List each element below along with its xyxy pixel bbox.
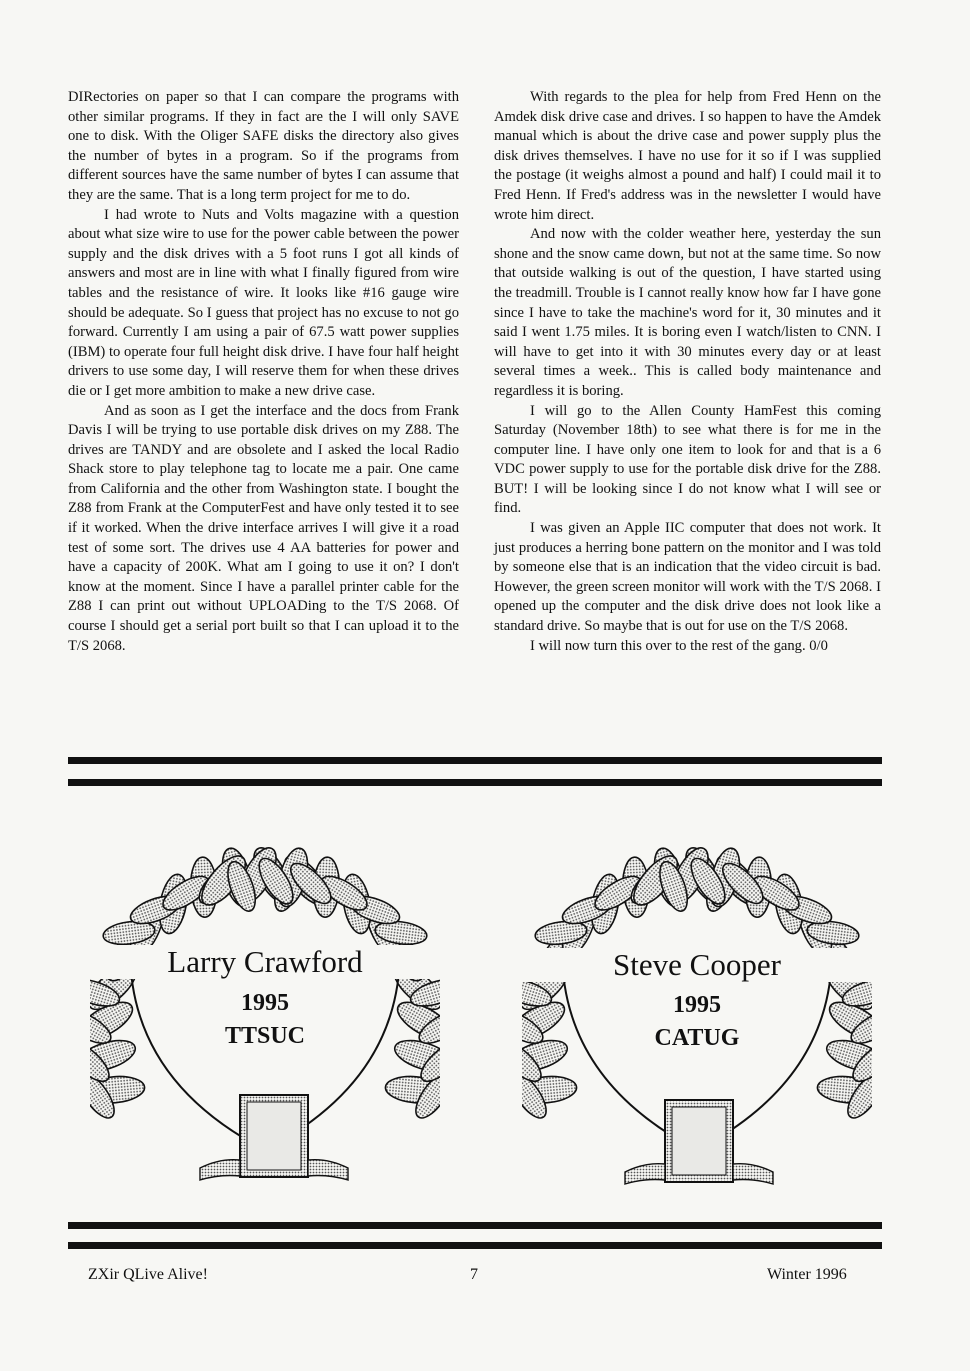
award-club: TTSUC: [224, 1023, 306, 1049]
article-paragraph: And as soon as I get the interface and the docs from Frank Davis I will be trying to use portable disk drives on my Z88. The drives are TANDY and are obsolete and I asked the local Radio Shack store to play telephone tag to locate me a pair. One came from California and the other from Washington state. I bought the Z88 from Frank at the ComputerFest and have only tested it to see if it worked. When the drive interface arrives I will give it a road test of some sort. The drives use 4 AA batteries for power and have a capacity of 200K. What am I going to use it on? I don't know at the moment. Since I have a parallel printer cable for the Z88 I can print out without UPLOADing to the T/S 2068. Of course I should get a serial port built so that I can upload it to the T/S 2068.: [68, 402, 459, 654]
footer-page-number: 7: [470, 1266, 478, 1283]
award-club: CATUG: [654, 1025, 740, 1051]
footer-publication-name: ZXir QLive Alive!: [88, 1266, 208, 1283]
laurel-wreath-icon: [522, 820, 872, 1220]
article-paragraph: And now with the colder weather here, yesterday the sun shone and the snow came down, but not at the same time. So now that outside walking is out of the question, I have started using the treadmill. Trouble is I cannot really know how far I have gone since I have to take the machine's word for it, 30 minutes and it said I went 1.75 miles. It is boring even I watch/listen to CNN. I will have to get into it with 30 minutes every day or at least several times a week.. This is called body maintenance and regardless it is boring.: [494, 226, 881, 399]
award-recipient-name: Larry Crawford: [90, 945, 440, 979]
article-paragraph: I was given an Apple IIC computer that does not work. It just produces a herring bone pattern on the monitor and I was told by someone else that is an indication that the video circuit is bad. However, the green screen monitor will work with the T/S 2068. I opened up the computer and the disk drive does not look like a standard drive. So maybe that is out for use on the T/S 2068.: [494, 520, 881, 635]
divider-rule-top-thick: [68, 757, 882, 764]
footer-issue-date: Winter 1996: [767, 1266, 847, 1283]
article-left-column: [68, 88, 459, 656]
article-right-column: [494, 88, 881, 656]
award-recipient-name: Steve Cooper: [522, 948, 872, 982]
article-paragraph: I had wrote to Nuts and Volts magazine with a question about what size wire to use for the power cable between the power supply and the disk drives with a 5 foot runs I got all kinds of answers and most are in line with what I finally figured from wire tables and the resistance of wire. It looks like #16 gauge wire should be adequate. So I guess that project has no excuse to not go forward. Currently I am using a pair of 67.5 watt power supplies (IBM) to operate four full height disk drive. I have four half height drivers to use some day, I will reserve them for when these drives die or I get more ambition to make a new drive case.: [68, 206, 459, 399]
article-paragraph: With regards to the plea for help from Fred Henn on the Amdek disk drive case and drives. I so happen to have the Amdek manual which is about the drive case and power supply plus the disk drives themselves. I have no use for it so if I was supplied the postage (it weighs almost a pound and half) I could mail it to Fred Henn. If Fred's address was in the newsletter I would have wrote him direct.: [494, 89, 881, 223]
award-year: 1995: [673, 992, 721, 1018]
laurel-wreath-icon: [90, 820, 440, 1220]
article-paragraph: DIRectories on paper so that I can compare the programs with other similar programs. If they in fact are the I will only SAVE one to disk. With the Oliger SAFE disks the directory also gives the number of bytes in a program. So if the programs from different sources have the same number of bytes I can assume that they are the same. That is a long term project for me to do.: [68, 89, 459, 203]
article-paragraph: I will go to the Allen County HamFest this coming Saturday (November 18th) to see what there is for me in the computer line. I have only one item to look for and that is a 6 VDC power supply to use for the portable disk drive for the Z88. BUT! I will be looking since I do not know what I will see or find.: [494, 402, 881, 517]
divider-rule-bottom-thick: [68, 1222, 882, 1229]
award-emblem-steve-cooper: [522, 820, 872, 1220]
award-emblem-larry-crawford: [90, 820, 440, 1220]
divider-rule-bottom-thin: [68, 1242, 882, 1249]
award-year: 1995: [241, 990, 289, 1016]
divider-rule-top-thin: [68, 779, 882, 786]
article-paragraph: I will now turn this over to the rest of the gang. 0/0: [530, 637, 828, 654]
